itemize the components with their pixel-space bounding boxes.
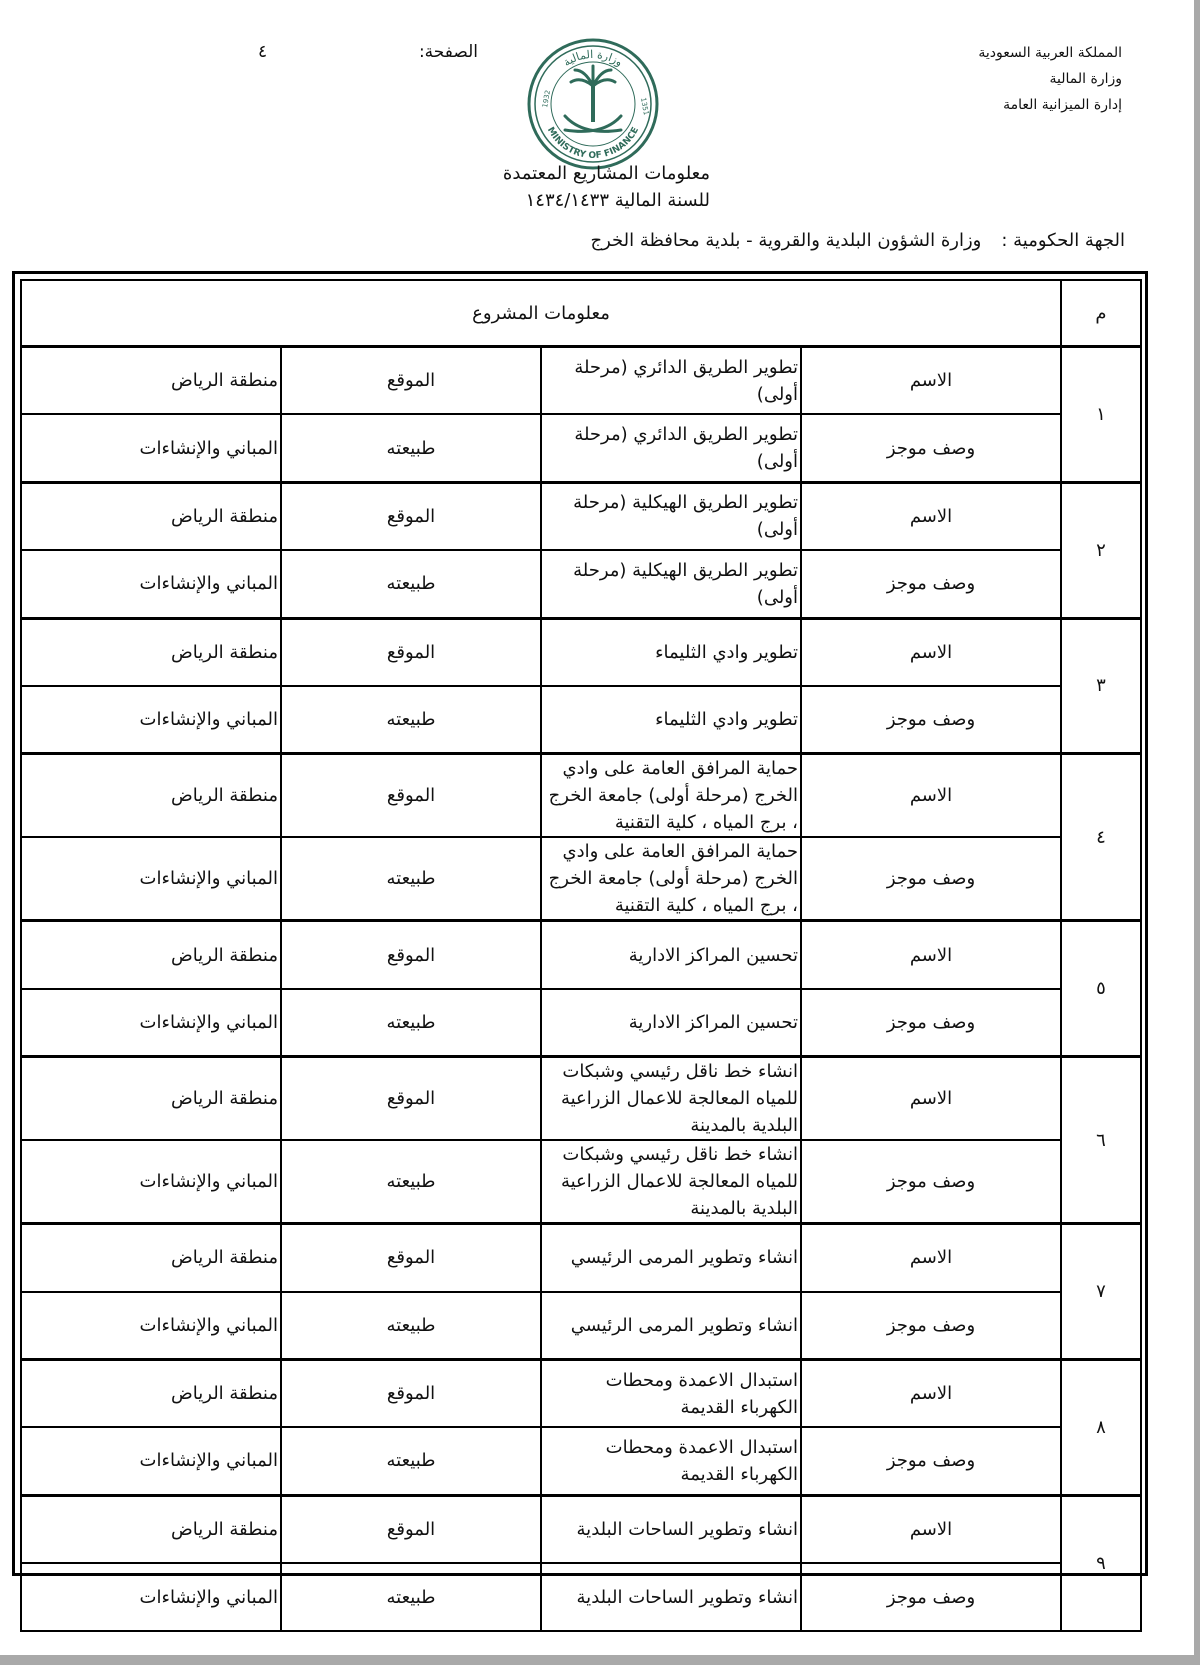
project-location: منطقة الرياض: [21, 754, 281, 838]
description-label: وصف موجز: [801, 686, 1061, 754]
project-name: انشاء وتطوير المرمى الرئيسي: [541, 1224, 801, 1292]
nature-label: طبيعته: [281, 1427, 541, 1495]
table-header-row: [21, 280, 1141, 347]
location-label: الموقع: [281, 1495, 541, 1563]
table-row: [21, 347, 1141, 415]
page-number: ٤: [258, 42, 268, 62]
project-description: حماية المرافق العامة على وادي الخرج (مرحلة أولى) جامعة الخرج ، برج المياه ، كلية التقنية: [541, 837, 801, 921]
location-label: الموقع: [281, 1224, 541, 1292]
project-location: منطقة الرياض: [21, 1057, 281, 1141]
project-nature: المباني والإنشاءات: [21, 989, 281, 1057]
table-row: [21, 837, 1141, 921]
table-row: [21, 686, 1141, 754]
description-label: وصف موجز: [801, 1140, 1061, 1224]
description-label: وصف موجز: [801, 1427, 1061, 1495]
name-label: الاسم: [801, 921, 1061, 989]
description-label: وصف موجز: [801, 989, 1061, 1057]
project-number: ٩: [1061, 1495, 1141, 1631]
location-label: الموقع: [281, 754, 541, 838]
project-location: منطقة الرياض: [21, 1359, 281, 1427]
nature-label: طبيعته: [281, 1563, 541, 1631]
project-nature: المباني والإنشاءات: [21, 414, 281, 482]
description-label: وصف موجز: [801, 1563, 1061, 1631]
agency-value: وزارة الشؤون البلدية والقروية - بلدية محافظة الخرج: [590, 230, 982, 251]
kingdom-name: المملكة العربية السعودية: [978, 45, 1122, 61]
location-label: الموقع: [281, 1057, 541, 1141]
project-number: ١: [1061, 347, 1141, 483]
table-row: [21, 921, 1141, 989]
project-description: انشاء وتطوير الساحات البلدية: [541, 1563, 801, 1631]
nature-label: طبيعته: [281, 414, 541, 482]
project-description: انشاء خط ناقل رئيسي وشبكات للمياه المعالجة للاعمال الزراعية البلدية بالمدينة: [541, 1140, 801, 1224]
page-label: الصفحة:: [418, 42, 478, 62]
project-description: تحسين المراكز الادارية: [541, 989, 801, 1057]
svg-text:1351: 1351: [639, 96, 651, 116]
document-title: [380, 160, 710, 214]
project-location: منطقة الرياض: [21, 921, 281, 989]
description-label: وصف موجز: [801, 1292, 1061, 1360]
nature-label: طبيعته: [281, 989, 541, 1057]
project-nature: المباني والإنشاءات: [21, 686, 281, 754]
nature-label: طبيعته: [281, 686, 541, 754]
project-description: تطوير وادي الثليماء: [541, 686, 801, 754]
page-indicator: [258, 42, 478, 68]
svg-text:1932: 1932: [541, 89, 553, 109]
project-name: انشاء وتطوير الساحات البلدية: [541, 1495, 801, 1563]
project-number: ٧: [1061, 1224, 1141, 1360]
project-location: منطقة الرياض: [21, 1224, 281, 1292]
project-number: ٥: [1061, 921, 1141, 1057]
table-row: [21, 482, 1141, 550]
project-name: حماية المرافق العامة على وادي الخرج (مرحلة أولى) جامعة الخرج ، برج المياه ، كلية التقنية: [541, 754, 801, 838]
name-label: الاسم: [801, 1495, 1061, 1563]
agency-label: الجهة الحكومية :: [1001, 230, 1125, 251]
project-nature: المباني والإنشاءات: [21, 550, 281, 618]
table-row: [21, 754, 1141, 838]
svg-text:وزارة المالية: وزارة المالية: [560, 47, 626, 70]
column-header-project-info: معلومات المشروع: [21, 280, 1061, 347]
project-name: تطوير وادي الثليماء: [541, 618, 801, 686]
table-row: [21, 618, 1141, 686]
project-name: استبدال الاعمدة ومحطات الكهرباء القديمة: [541, 1359, 801, 1427]
table-row: [21, 1563, 1141, 1631]
table-row: [21, 989, 1141, 1057]
project-description: تطوير الطريق الهيكلية (مرحلة أولى): [541, 550, 801, 618]
government-agency-line: [500, 230, 1125, 251]
description-label: وصف موجز: [801, 837, 1061, 921]
project-name: تطوير الطريق الهيكلية (مرحلة أولى): [541, 482, 801, 550]
table-row: [21, 1292, 1141, 1360]
name-label: الاسم: [801, 754, 1061, 838]
project-location: منطقة الرياض: [21, 482, 281, 550]
location-label: الموقع: [281, 347, 541, 415]
project-number: ٣: [1061, 618, 1141, 754]
table-row: [21, 1224, 1141, 1292]
issuer-block: [882, 40, 1122, 118]
project-number: ٦: [1061, 1057, 1141, 1224]
nature-label: طبيعته: [281, 1292, 541, 1360]
project-nature: المباني والإنشاءات: [21, 1563, 281, 1631]
project-name: تحسين المراكز الادارية: [541, 921, 801, 989]
project-location: منطقة الرياض: [21, 618, 281, 686]
title-line-2: للسنة المالية ١٤٣٤/١٤٣٣: [525, 190, 710, 211]
name-label: الاسم: [801, 1057, 1061, 1141]
project-nature: المباني والإنشاءات: [21, 1292, 281, 1360]
project-number: ٨: [1061, 1359, 1141, 1495]
projects-table-frame: [12, 271, 1148, 1608]
location-label: الموقع: [281, 482, 541, 550]
location-label: الموقع: [281, 921, 541, 989]
project-location: منطقة الرياض: [21, 347, 281, 415]
table-row: [21, 414, 1141, 482]
department-name: إدارة الميزانية العامة: [1003, 97, 1122, 113]
projects-table-body: [21, 347, 1141, 1631]
description-label: وصف موجز: [801, 414, 1061, 482]
name-label: الاسم: [801, 1224, 1061, 1292]
name-label: الاسم: [801, 347, 1061, 415]
project-number: ٤: [1061, 754, 1141, 921]
project-location: منطقة الرياض: [21, 1495, 281, 1563]
column-header-number: م: [1061, 280, 1141, 347]
table-row: [21, 1140, 1141, 1224]
project-description: استبدال الاعمدة ومحطات الكهرباء القديمة: [541, 1427, 801, 1495]
table-row: [21, 1427, 1141, 1495]
ministry-name: وزارة المالية: [1049, 71, 1122, 87]
table-row: [21, 1057, 1141, 1141]
ministry-seal-logo: [525, 36, 661, 172]
project-name: تطوير الطريق الدائري (مرحلة أولى): [541, 347, 801, 415]
svg-text:MINISTRY OF FINANCE: MINISTRY OF FINANCE: [544, 125, 642, 162]
projects-table: [20, 279, 1142, 1632]
table-row: [21, 1359, 1141, 1427]
name-label: الاسم: [801, 618, 1061, 686]
nature-label: طبيعته: [281, 550, 541, 618]
project-number: ٢: [1061, 482, 1141, 618]
title-line-1: معلومات المشاريع المعتمدة: [502, 163, 710, 184]
project-nature: المباني والإنشاءات: [21, 837, 281, 921]
location-label: الموقع: [281, 1359, 541, 1427]
project-name: انشاء خط ناقل رئيسي وشبكات للمياه المعالجة للاعمال الزراعية البلدية بالمدينة: [541, 1057, 801, 1141]
table-row: [21, 550, 1141, 618]
name-label: الاسم: [801, 482, 1061, 550]
project-description: تطوير الطريق الدائري (مرحلة أولى): [541, 414, 801, 482]
project-description: انشاء وتطوير المرمى الرئيسي: [541, 1292, 801, 1360]
nature-label: طبيعته: [281, 1140, 541, 1224]
project-nature: المباني والإنشاءات: [21, 1140, 281, 1224]
nature-label: طبيعته: [281, 837, 541, 921]
name-label: الاسم: [801, 1359, 1061, 1427]
location-label: الموقع: [281, 618, 541, 686]
description-label: وصف موجز: [801, 550, 1061, 618]
project-nature: المباني والإنشاءات: [21, 1427, 281, 1495]
table-row: [21, 1495, 1141, 1563]
